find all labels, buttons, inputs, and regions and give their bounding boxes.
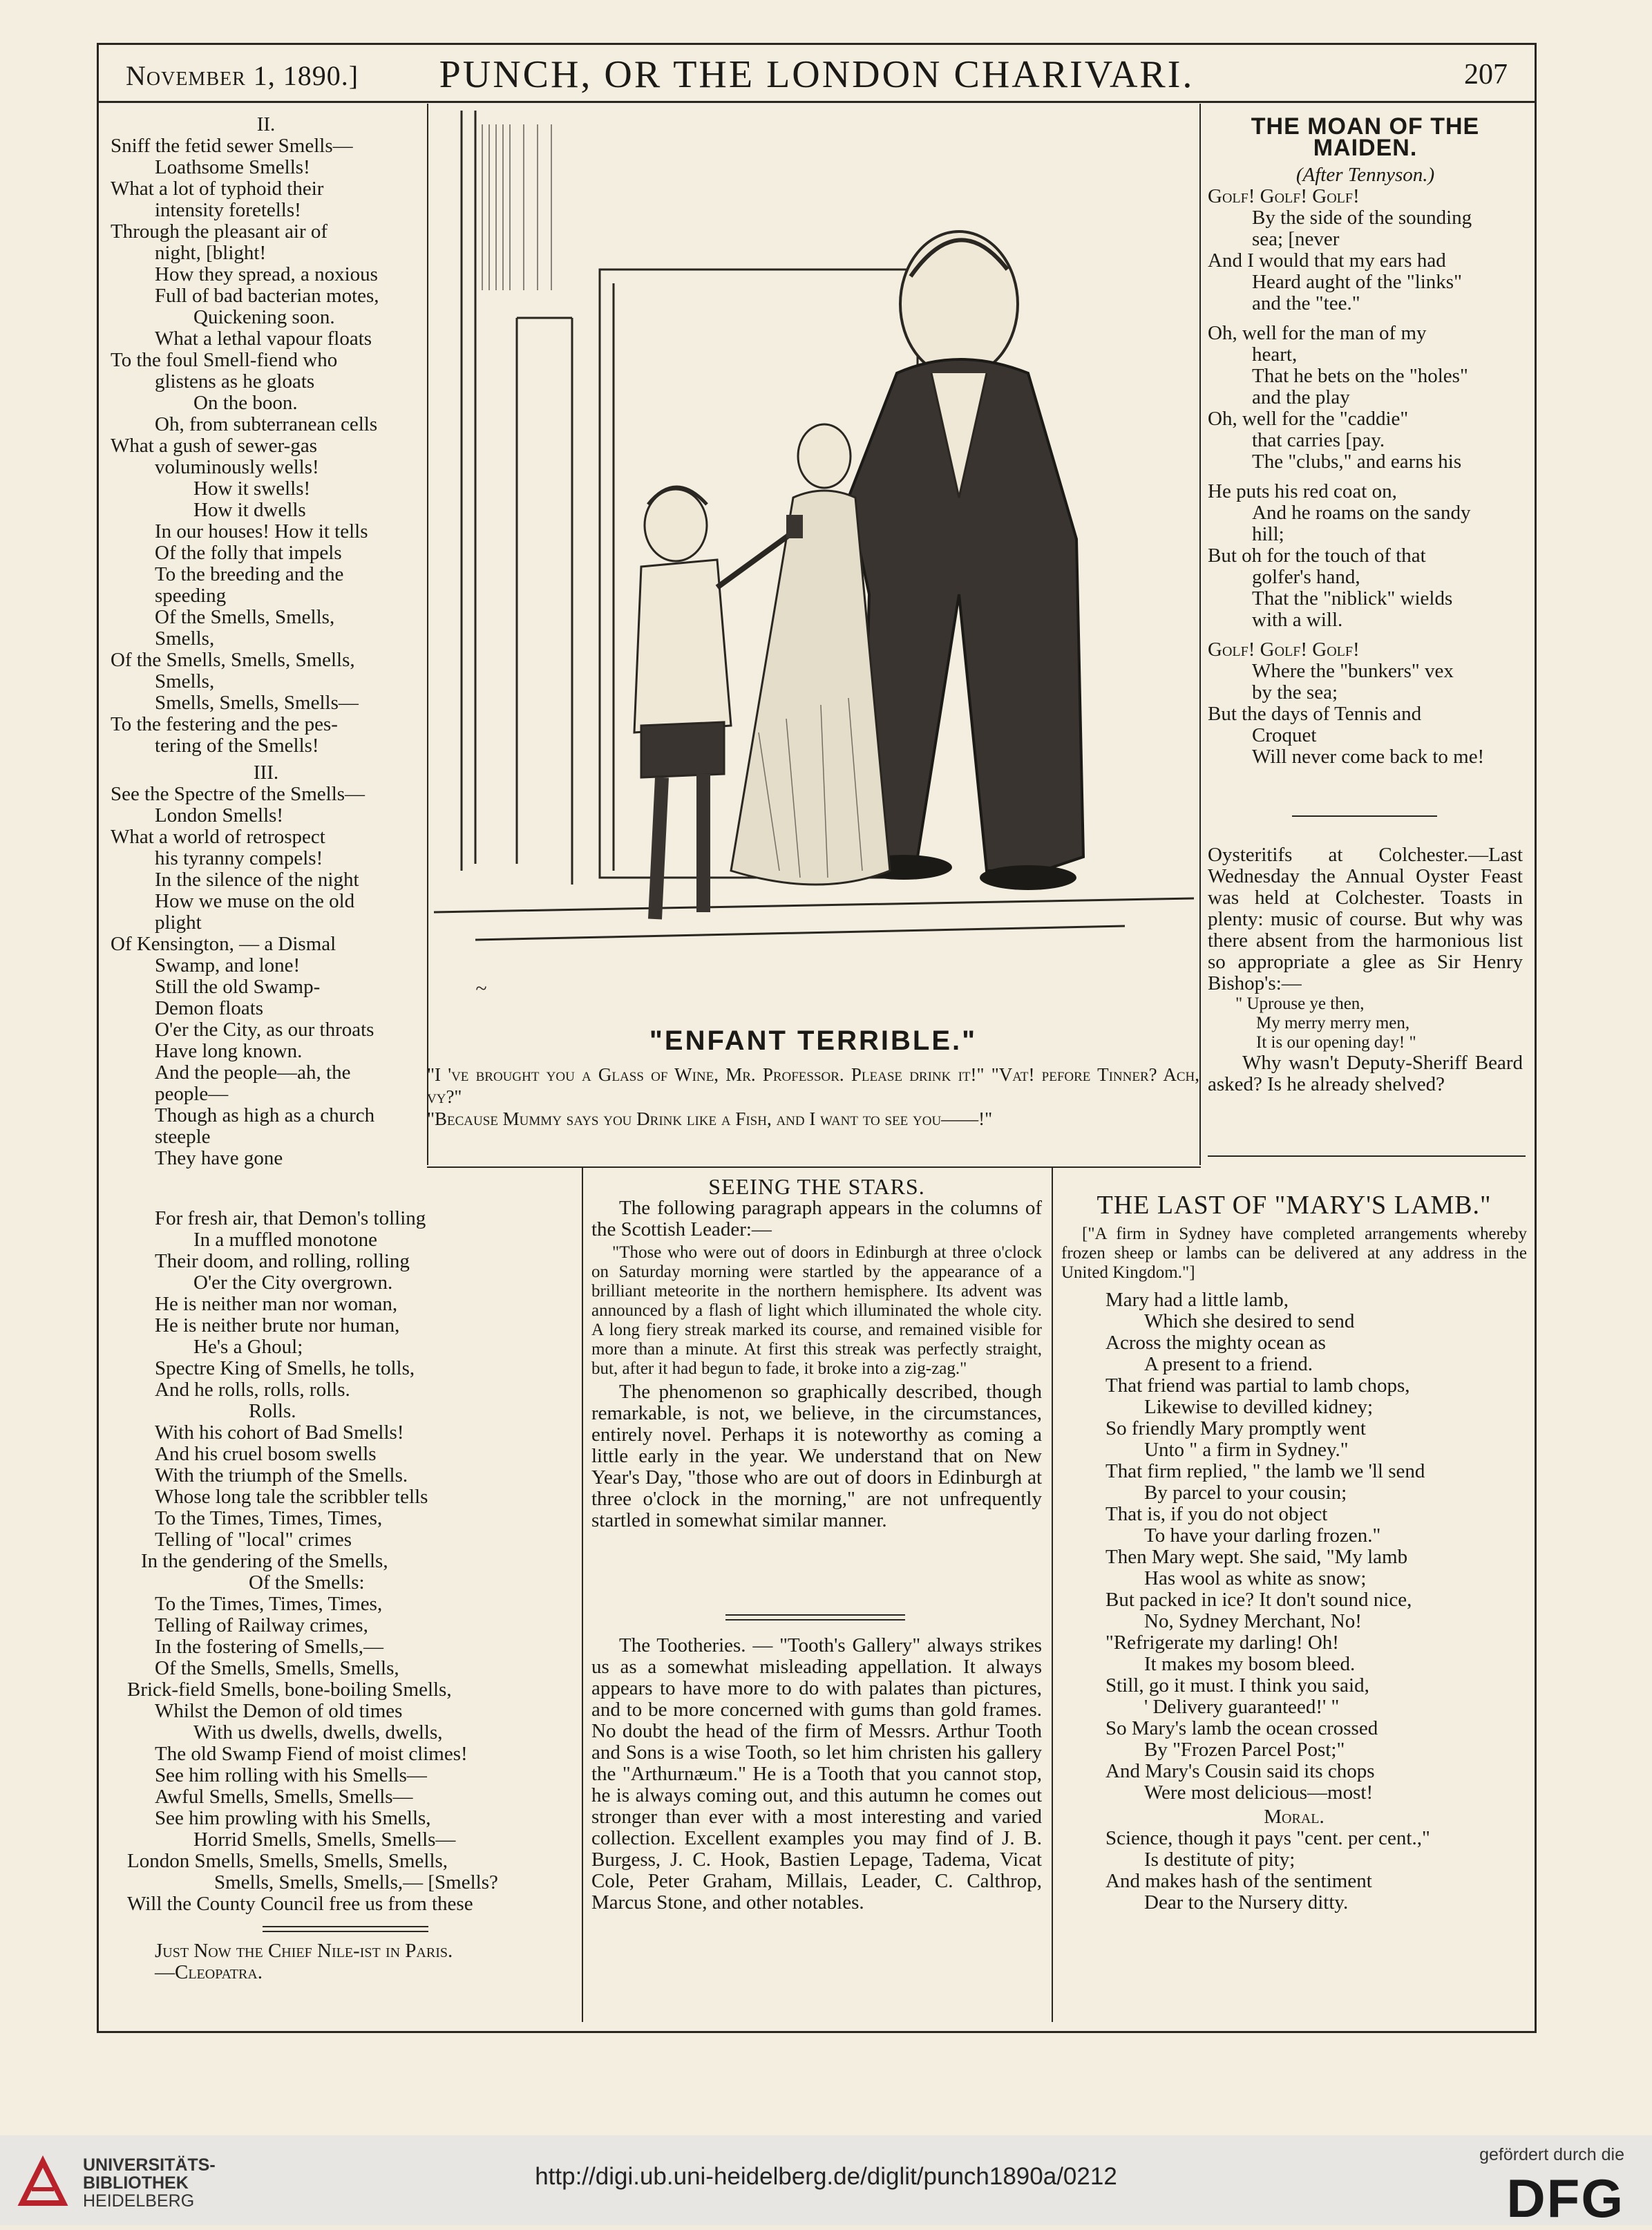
poem-line: "Refrigerate my darling! Oh! xyxy=(1105,1632,1339,1654)
poem-line: Smells, xyxy=(155,670,215,692)
poem-line: How they spread, a noxious xyxy=(155,263,378,285)
poem-line: Rolls. xyxy=(249,1400,296,1422)
poem-line: Of the Smells, Smells, xyxy=(155,606,335,628)
poem-line: Will never come back to me! xyxy=(1252,746,1485,768)
poem-line: Smells, Smells, Smells,— [Smells? xyxy=(214,1871,498,1893)
poem-line: And he roams on the sandy xyxy=(1252,502,1471,524)
poem-line: How it dwells xyxy=(193,499,306,521)
poem-line: Oh, well for the "caddie" xyxy=(1208,408,1409,430)
oyster-quote-line: " Uprouse ye then, xyxy=(1235,994,1365,1013)
poem-line: O'er the City, as our throats xyxy=(155,1019,374,1041)
moan-of-the-maiden xyxy=(1208,113,1523,768)
poem-line: Which she desired to send xyxy=(1144,1310,1355,1332)
oyster-quote-line: It is our opening day! " xyxy=(1256,1033,1416,1052)
stanza-number: II. xyxy=(256,113,276,135)
library-name-line: HEIDELBERG xyxy=(83,2191,195,2211)
poem-line: Still, go it must. I think you said, xyxy=(1105,1674,1369,1697)
poem-line: And the people—ah, the xyxy=(155,1061,351,1084)
poem-line: Demon floats xyxy=(155,997,264,1019)
poem-line: Then Mary wept. She said, "My lamb xyxy=(1105,1546,1408,1568)
poem-line: by the sea; xyxy=(1252,681,1338,703)
poem-line: Telling of Railway crimes, xyxy=(155,1614,368,1636)
poem-line: And I would that my ears had xyxy=(1208,249,1446,272)
poem-line: Unto " a firm in Sydney." xyxy=(1144,1439,1349,1461)
poem-line: glistens as he gloats xyxy=(155,370,315,393)
poem-line: What a world of retrospect xyxy=(111,826,325,848)
poem-line: Whose long tale the scribbler tells xyxy=(155,1486,428,1508)
poem-line: Of Kensington, — a Dismal xyxy=(111,933,336,955)
poem-line: See the Spectre of the Smells— xyxy=(111,783,365,805)
poem-line: In the silence of the night xyxy=(155,869,359,891)
mary-lamb-poem xyxy=(1061,1190,1527,1914)
publication-title: PUNCH, OR THE LONDON CHARIVARI. xyxy=(439,53,1195,96)
poem-line: that carries [pay. xyxy=(1252,429,1385,451)
poem-line: To the Times, Times, Times, xyxy=(155,1593,383,1615)
poem-line: people— xyxy=(155,1083,229,1105)
poem-line: For fresh air, that Demon's tolling xyxy=(155,1207,426,1229)
poem-line: Golf! Golf! Golf! xyxy=(1208,185,1360,207)
poem-line: Have long known. xyxy=(155,1040,303,1062)
poem-line: To the breeding and the xyxy=(155,563,344,585)
poem-line: Were most delicious—most! xyxy=(1144,1782,1374,1804)
poem-line: Of the folly that impels xyxy=(155,542,342,564)
cartoon-box-bottom xyxy=(427,1166,1201,1168)
separator xyxy=(1208,1155,1526,1157)
poem-line: Smells, xyxy=(155,627,215,650)
article-intro: The following paragraph appears in the columns of the Scottish Leader:— xyxy=(591,1197,1042,1240)
poem-line: and the play xyxy=(1252,386,1350,408)
article-quote: "Those who were out of doors in Edinburgh at three o'clock on Saturday morning were startled by the appearance of a brilliant meteorite in the northern hemisphere. Its advent was announced by a flash of light which illuminated the whole city. A long fiery streak marked its course, and remained visible for more than a minute. At first this streak was perfectly straight, but, after it had begun to fade, it broke into a zig-zag." xyxy=(591,1243,1042,1378)
poem-line: And his cruel bosom swells xyxy=(155,1443,377,1465)
poem-line: To the Times, Times, Times, xyxy=(155,1507,383,1529)
poem-line: So friendly Mary promptly went xyxy=(1105,1417,1366,1439)
poem-line: By parcel to your cousin; xyxy=(1144,1482,1347,1504)
poem-line: And makes hash of the sentiment xyxy=(1105,1870,1372,1892)
poem-line: A present to a friend. xyxy=(1144,1353,1313,1375)
poem-line: They have gone xyxy=(155,1147,283,1169)
stanza-number: III. xyxy=(253,762,279,784)
oyster-quote-line: My merry merry men, xyxy=(1256,1014,1410,1032)
poem-line: Where the "bunkers" vex xyxy=(1252,660,1454,682)
separator xyxy=(725,1619,905,1620)
poem-line: With the triumph of the Smells. xyxy=(155,1464,408,1486)
funding-note: gefördert durch die xyxy=(1479,2145,1624,2164)
poem-line: Of the Smells, Smells, Smells, xyxy=(155,1657,399,1679)
cartoon-title: "ENFANT TERRIBLE." xyxy=(649,1026,978,1056)
poem-line: In our houses! How it tells xyxy=(155,520,368,542)
poem-line: To the foul Smell-fiend who xyxy=(111,349,338,371)
column-rule xyxy=(1199,104,1201,1165)
poem-line: Dear to the Nursery ditty. xyxy=(1144,1891,1349,1914)
poem-line: What a gush of sewer-gas xyxy=(111,435,317,457)
poem-line: Oh, from subterranean cells xyxy=(155,413,378,435)
permalink-url[interactable]: http://digi.ub.uni-heidelberg.de/diglit/punch1890a/0212 xyxy=(535,2163,1117,2190)
poem-line: Horrid Smells, Smells, Smells— xyxy=(193,1829,456,1851)
poem-line: To have your darling frozen." xyxy=(1144,1524,1381,1547)
poem-line: He's a Ghoul; xyxy=(193,1336,303,1358)
poem-line: golfer's hand, xyxy=(1252,566,1360,588)
poem-line: Spectre King of Smells, he tolls, xyxy=(155,1357,415,1379)
column-rule xyxy=(1052,1168,1053,2022)
poem-line: By "Frozen Parcel Post;" xyxy=(1144,1739,1345,1761)
poem-line: Swamp, and lone! xyxy=(155,954,301,976)
poem-line: ' Delivery guaranteed!' " xyxy=(1144,1696,1340,1718)
poem-line: He is neither brute nor human, xyxy=(155,1314,400,1336)
moral-heading: Moral. xyxy=(1264,1806,1325,1828)
poem-line: That firm replied, " the lamb we 'll send xyxy=(1105,1460,1425,1482)
smells-poem-upper xyxy=(111,114,421,1169)
poem-line: Of the Smells, Smells, Smells, xyxy=(111,649,355,671)
poem-line: And he rolls, rolls, rolls. xyxy=(155,1379,350,1401)
poem-line: Sniff the fetid sewer Smells— xyxy=(111,135,353,157)
column-rule xyxy=(582,1168,583,2022)
separator xyxy=(725,1614,905,1616)
poem-line: Though as high as a church xyxy=(155,1104,375,1126)
poem-line: Their doom, and rolling, rolling xyxy=(155,1250,410,1272)
poem-heading: THE LAST OF "MARY'S LAMB." xyxy=(1096,1191,1492,1220)
poem-line: What a lethal vapour floats xyxy=(155,328,372,350)
poem-line: hill; xyxy=(1252,523,1284,545)
professor-figure xyxy=(848,231,1083,890)
poem-line: How we muse on the old xyxy=(155,890,355,912)
issue-date: November 1, 1890.] xyxy=(126,60,359,91)
poem-line: In a muffled monotone xyxy=(193,1229,378,1251)
poem-line: In the gendering of the Smells, xyxy=(141,1550,388,1572)
poem-line: steeple xyxy=(155,1126,211,1148)
poem-line: The old Swamp Fiend of moist climes! xyxy=(155,1743,468,1765)
poem-line: He is neither man nor woman, xyxy=(155,1293,398,1315)
article-body: The phenomenon so graphically described, though remarkable, is not, we believe, in the circumstances, entirely novel. Perhaps it is noteworthy as coming a little early in the year. We understand that on New Year's Day, "those who are out of doors in Edinburgh at three o'clock in the morning," are not unfrequently startled in somewhat similar manner. xyxy=(591,1381,1042,1531)
column-rule xyxy=(427,104,428,1165)
poem-line: And Mary's Cousin said its chops xyxy=(1105,1760,1375,1782)
poem-line: Telling of "local" crimes xyxy=(155,1529,352,1551)
viewer-footer xyxy=(0,2135,1652,2229)
library-name-line: UNIVERSITÄTS- xyxy=(83,2155,216,2175)
poem-line: heart, xyxy=(1252,343,1298,366)
separator xyxy=(1292,815,1437,817)
poem-line: In the fostering of Smells,— xyxy=(155,1636,384,1658)
poem-line: Still the old Swamp- xyxy=(155,976,321,998)
separator xyxy=(263,1926,428,1927)
poem-line: O'er the City overgrown. xyxy=(193,1272,393,1294)
library-name-line: BIBLIOTHEK xyxy=(83,2173,189,2193)
poem-line: Heard aught of the "links" xyxy=(1252,271,1462,293)
poem-line: with a will. xyxy=(1252,609,1343,631)
poem-line: The "clubs," and earns his xyxy=(1252,451,1462,473)
cartoon-caption xyxy=(427,1026,1199,1130)
separator xyxy=(263,1931,428,1932)
poem-line: Has wool as white as snow; xyxy=(1144,1567,1367,1589)
poem-line: See him prowling with his Smells, xyxy=(155,1807,431,1829)
poem-line: Across the mighty ocean as xyxy=(1105,1332,1326,1354)
poem-line: Golf! Golf! Golf! xyxy=(1208,639,1360,661)
poem-line: voluminously wells! xyxy=(155,456,319,478)
poem-line: So Mary's lamb the ocean crossed xyxy=(1105,1717,1378,1739)
poem-line: It makes my bosom bleed. xyxy=(1144,1653,1356,1675)
dfg-logo: DFG xyxy=(1506,2168,1624,2229)
poem-line: night, [blight! xyxy=(155,242,267,264)
poem-line: his tyranny compels! xyxy=(155,847,323,869)
poem-note: ["A firm in Sydney have completed arrangements whereby frozen sheep or lambs can be delivered at any address in the United Kingdom."] xyxy=(1061,1225,1527,1282)
poem-line: But oh for the touch of that xyxy=(1208,545,1426,567)
poem-line: Will the County Council free us from these xyxy=(127,1893,473,1915)
poem-line: Full of bad bacterian motes, xyxy=(155,285,379,307)
poem-line: That he bets on the "holes" xyxy=(1252,365,1468,387)
poem-line: That is, if you do not object xyxy=(1105,1503,1328,1525)
paris-signature: —Cleopatra. xyxy=(155,1961,263,1983)
poem-line: By the side of the sounding xyxy=(1252,207,1472,229)
page-number: 207 xyxy=(1464,59,1508,91)
poem-line: With his cohort of Bad Smells! xyxy=(155,1421,404,1444)
paris-text: Just Now the Chief Nile-ist in Paris. xyxy=(155,1940,453,1962)
tootheries-text: The Tootheries. — "Tooth's Gallery" always strikes us as a somewhat misleading appellation. It always appears to have more to do with palates than pictures, and to be more concerned with gums than gold frames. No doubt the head of the firm of Messrs. Arthur Tooth and Sons is a wise Tooth, so let him christen his gallery the "Arthurnæum." He is a Tooth that you cannot stop, he is always coming out, and this autumn he comes out stronger than ever with a most interesting and varied collection. Excellent examples you may find of J. B. Burgess, J. C. Hook, Bastien Lepage, Tadema, Vicat Cole, Peter Graham, Millais, Leader, C. Calthrop, Marcus Stone, and other notables. xyxy=(591,1634,1042,1914)
poem-line: Through the pleasant air of xyxy=(111,220,328,243)
oyster-feast-note xyxy=(1208,844,1523,1095)
poem-line: Oh, well for the man of my xyxy=(1208,322,1427,344)
poem-line: sea; [never xyxy=(1252,228,1340,250)
poem-line: Smells, Smells, Smells— xyxy=(155,692,359,714)
poem-line: On the boon. xyxy=(193,392,298,414)
poem-line: That the "niblick" wields xyxy=(1252,587,1453,610)
poem-line: tering of the Smells! xyxy=(155,735,319,757)
poem-line: But packed in ice? It don't sound nice, xyxy=(1105,1589,1412,1611)
tootheries-note xyxy=(591,1635,1042,1914)
poem-line: London Smells, Smells, Smells, Smells, xyxy=(127,1850,448,1872)
poem-line: He puts his red coat on, xyxy=(1208,480,1397,502)
smells-poem-lower xyxy=(111,1208,580,1915)
poem-line: plight xyxy=(155,911,202,934)
poem-line: Loathsome Smells! xyxy=(155,156,310,178)
poem-line: Quickening soon. xyxy=(193,306,335,328)
seeing-the-stars xyxy=(591,1176,1042,1531)
poem-line: Whilst the Demon of old times xyxy=(155,1700,403,1722)
poem-line: Mary had a little lamb, xyxy=(1105,1289,1289,1311)
poem-line: That friend was partial to lamb chops, xyxy=(1105,1374,1410,1397)
poem-line: intensity foretells! xyxy=(155,199,301,221)
poem-heading: THE MOAN OF THE MAIDEN. xyxy=(1251,113,1480,161)
oyster-text: Oysteritifs at Colchester.—Last Wednesday the Annual Oyster Feast was held at Colchester. Toasts in plenty: music of course. But why was there absent from the harmonious list so appropriate a glee as Sir Henry Bishop's:— xyxy=(1208,844,1523,994)
cartoon-dialogue-continued: "Because Mummy says you Drink like a Fish, and I want to see you——!" xyxy=(427,1108,993,1129)
svg-text:~: ~ xyxy=(475,977,487,1000)
page-header xyxy=(97,50,1537,101)
paris-note xyxy=(111,1940,580,1983)
poem-line: Science, though it pays "cent. per cent.," xyxy=(1105,1827,1430,1849)
poem-line: What a lot of typhoid their xyxy=(111,178,324,200)
poem-line: Is destitute of pity; xyxy=(1144,1849,1295,1871)
poem-line: London Smells! xyxy=(155,804,284,826)
poem-line: With us dwells, dwells, dwells, xyxy=(193,1721,443,1744)
poem-line: Croquet xyxy=(1252,724,1317,746)
poem-attribution: (After Tennyson.) xyxy=(1295,164,1435,186)
poem-line: and the "tee." xyxy=(1252,292,1360,314)
cartoon-illustration xyxy=(434,111,1194,1030)
cartoon-dialogue: "I 've brought you a Glass of Wine, Mr. Professor. Please drink it!" "Vat! pefore Tinner? Ach, vy?" xyxy=(427,1064,1199,1107)
poem-line: How it swells! xyxy=(193,478,311,500)
poem-line: Likewise to devilled kidney; xyxy=(1144,1396,1374,1418)
header-rule xyxy=(97,101,1537,103)
poem-line: See him rolling with his Smells— xyxy=(155,1764,427,1786)
poem-line: But the days of Tennis and xyxy=(1208,703,1422,725)
poem-line: No, Sydney Merchant, No! xyxy=(1144,1610,1362,1632)
article-heading: SEEING THE STARS. xyxy=(708,1174,925,1199)
poem-line: Of the Smells: xyxy=(249,1571,365,1594)
oyster-tail: Why wasn't Deputy-Sheriff Beard asked? Is he already shelved? xyxy=(1208,1052,1523,1095)
poem-line: speeding xyxy=(155,585,227,607)
poem-line: Brick-field Smells, bone-boiling Smells, xyxy=(127,1679,452,1701)
poem-line: To the festering and the pes- xyxy=(111,713,338,735)
poem-line: Awful Smells, Smells, Smells— xyxy=(155,1786,413,1808)
